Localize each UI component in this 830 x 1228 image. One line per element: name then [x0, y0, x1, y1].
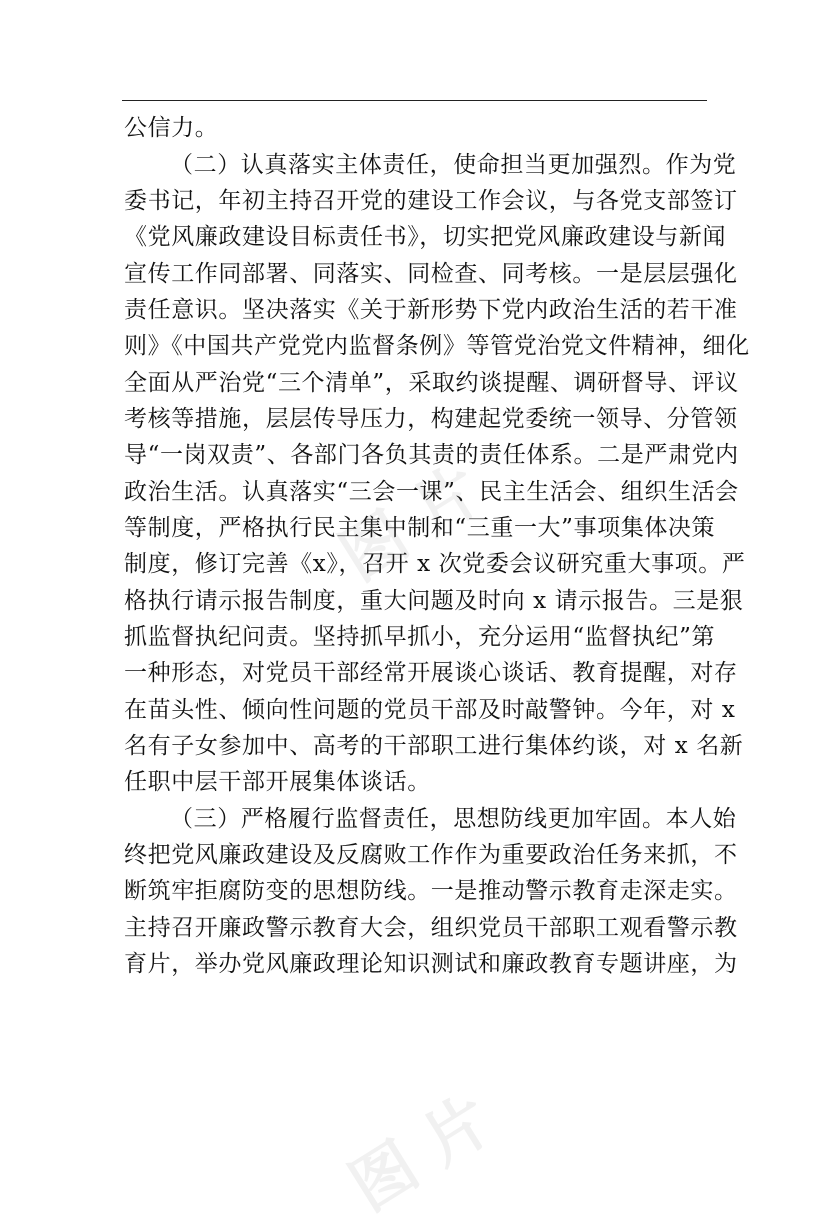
watermark: 图 片 — [327, 453, 495, 596]
paragraph-line: 终把党风廉政建设及反腐败工作作为重要政治任务来抓，不 — [124, 842, 738, 868]
paragraph-line: 等制度，严格执行民主集中制和“三重一大”事项集体决策 — [124, 515, 716, 541]
paragraph-line: 任职中层干部开展集体谈话。 — [124, 769, 431, 795]
paragraph-line: 在苗头性、倾向性问题的党员干部及时敲警钟。今年，对 x — [124, 697, 736, 723]
paragraph-line: 一种形态，对党员干部经常开展谈心谈话、教育提醒，对存 — [124, 660, 738, 686]
paragraph-line: 名有子女参加中、高考的干部职工进行集体约谈，对 x 名新 — [124, 733, 744, 759]
paragraph-line: 制度，修订完善《x》，召开 x 次党委会议研究重大事项。严 — [124, 551, 746, 577]
header-rule — [122, 100, 707, 101]
paragraph-line: 育片，举办党风廉政理论知识测试和廉政教育专题讲座，为 — [124, 951, 738, 977]
watermark: 图 片 — [337, 1083, 505, 1226]
paragraph-line: 则》《中国共产党党内监督条例》等管党治党文件精神，细化 — [124, 333, 750, 359]
paragraph-line: 委书记，年初主持召开党的建设工作会议，与各党支部签订 — [124, 188, 738, 214]
paragraph-line: 责任意识。坚决落实《关于新形势下党内政治生活的若干准 — [124, 297, 738, 323]
paragraph-line: 《党风廉政建设目标责任书》，切实把党风廉政建设与新闻 — [124, 224, 727, 250]
paragraph-line: 考核等措施，层层传导压力，构建起党委统一领导、分管领 — [124, 406, 738, 432]
paragraph-line: 全面从严治党“三个清单”，采取约谈提醒、调研督导、评议 — [124, 370, 739, 396]
paragraph-line: 政治生活。认真落实“三会一课”、民主生活会、组织生活会 — [124, 479, 739, 505]
paragraph-line: 抓监督执纪问责。坚持抓早抓小，充分运用“监督执纪”第 — [124, 624, 716, 650]
paragraph-line: 格执行请示报告制度，重大问题及时向 x 请示报告。三是狠 — [124, 588, 744, 614]
paragraph-line: 公信力。 — [124, 115, 219, 141]
paragraph-line: （三）严格履行监督责任，思想防线更加牢固。本人始 — [170, 806, 737, 832]
paragraph-line: 导“一岗双责”、各部门各负其责的责任体系。二是严肃党内 — [124, 442, 739, 468]
paragraph-line: 宣传工作同部署、同落实、同检查、同考核。一是层层强化 — [124, 261, 738, 287]
paragraph-line: 断筑牢拒腐防变的思想防线。一是推动警示教育走深走实。 — [124, 878, 738, 904]
paragraph-line: 主持召开廉政警示教育大会，组织党员干部职工观看警示教 — [124, 915, 738, 941]
paragraph-line: （二）认真落实主体责任，使命担当更加强烈。作为党 — [170, 152, 737, 178]
